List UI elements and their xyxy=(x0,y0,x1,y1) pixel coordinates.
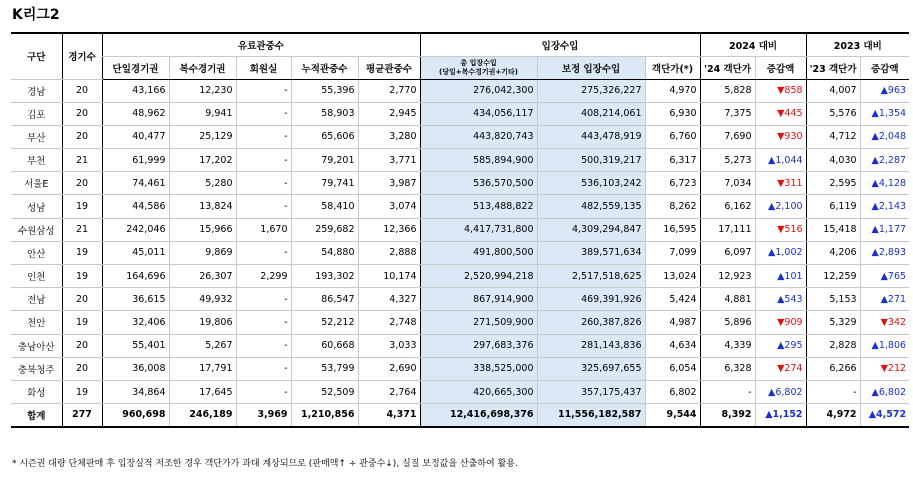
page-title: K리그2 xyxy=(12,7,60,23)
cell-price: 4,634 xyxy=(645,334,700,357)
cell-diff23: ▲2,893 xyxy=(860,241,909,264)
cell-price23: 6,119 xyxy=(806,195,860,218)
cell-price: 8,262 xyxy=(645,195,700,218)
cell-club: 경남 xyxy=(11,79,62,102)
cell-single: 242,046 xyxy=(102,218,169,241)
attendance-revenue-table xyxy=(11,32,909,428)
cell-average: 3,280 xyxy=(358,125,420,148)
header-price: 객단가(*) xyxy=(645,56,700,79)
cell-single: 960,698 xyxy=(102,404,169,427)
cell-cumulative: 55,396 xyxy=(291,79,358,102)
cell-diff23: ▲4,128 xyxy=(860,172,909,195)
cell-diff24: ▼909 xyxy=(755,311,806,334)
table-row xyxy=(11,172,909,195)
cell-single: 36,615 xyxy=(102,288,169,311)
cell-price23: 15,418 xyxy=(806,218,860,241)
cell-single: 36,008 xyxy=(102,357,169,380)
cell-average: 3,033 xyxy=(358,334,420,357)
cell-single: 48,962 xyxy=(102,102,169,125)
cell-price: 6,802 xyxy=(645,380,700,403)
cell-price23: 6,266 xyxy=(806,357,860,380)
cell-multi: 9,869 xyxy=(169,241,236,264)
cell-games: 19 xyxy=(62,311,102,334)
table-row xyxy=(11,241,909,264)
cell-diff24: ▼930 xyxy=(755,125,806,148)
cell-diff24: ▲1,152 xyxy=(755,404,806,427)
cell-adjusted-revenue: 500,319,217 xyxy=(537,149,645,172)
cell-games: 20 xyxy=(62,79,102,102)
cell-total-revenue: 491,800,500 xyxy=(420,241,537,264)
table-row xyxy=(11,218,909,241)
cell-average: 2,764 xyxy=(358,380,420,403)
cell-total-revenue: 4,417,731,800 xyxy=(420,218,537,241)
cell-multi: 246,189 xyxy=(169,404,236,427)
table-row xyxy=(11,195,909,218)
cell-member: - xyxy=(236,172,291,195)
cell-diff23: ▼342 xyxy=(860,311,909,334)
cell-price: 16,595 xyxy=(645,218,700,241)
cell-games: 20 xyxy=(62,357,102,380)
cell-price23: 4,007 xyxy=(806,79,860,102)
cell-multi: 17,645 xyxy=(169,380,236,403)
header-average: 평균관중수 xyxy=(358,56,420,79)
cell-price24: 7,690 xyxy=(700,125,755,148)
header-multi: 복수경기권 xyxy=(169,56,236,79)
cell-diff24: ▲6,802 xyxy=(755,380,806,403)
cell-diff23: ▲6,802 xyxy=(860,380,909,403)
total-row xyxy=(11,404,909,427)
header-total-revenue-line1: 총 입장수입 xyxy=(460,58,497,67)
footnote: * 시즌권 대량 단체판매 후 입장실적 저조한 경우 객단가가 과대 계상되므로 (판매액↑ ÷ 관중수↓), 실질 보정값을 산출하여 활용. xyxy=(12,459,518,469)
header-adjusted-revenue: 보정 입장수입 xyxy=(537,56,645,79)
cell-price: 7,099 xyxy=(645,241,700,264)
cell-cumulative: 54,880 xyxy=(291,241,358,264)
cell-club: 화성 xyxy=(11,380,62,403)
cell-diff23: ▲963 xyxy=(860,79,909,102)
cell-average: 12,366 xyxy=(358,218,420,241)
header-total-revenue-line2: (당일+복수경기권+기타) xyxy=(439,67,518,76)
cell-price23: - xyxy=(806,380,860,403)
cell-cumulative: 53,799 xyxy=(291,357,358,380)
cell-cumulative: 58,410 xyxy=(291,195,358,218)
header-total-revenue xyxy=(420,56,537,79)
cell-price23: 4,972 xyxy=(806,404,860,427)
cell-total-revenue: 271,509,900 xyxy=(420,311,537,334)
cell-price: 13,024 xyxy=(645,265,700,288)
cell-price23: 5,329 xyxy=(806,311,860,334)
cell-price23: 2,828 xyxy=(806,334,860,357)
cell-price23: 4,030 xyxy=(806,149,860,172)
table-row xyxy=(11,380,909,403)
cell-diff23: ▲4,572 xyxy=(860,404,909,427)
cell-price: 6,930 xyxy=(645,102,700,125)
cell-cumulative: 52,212 xyxy=(291,311,358,334)
table-row xyxy=(11,288,909,311)
cell-adjusted-revenue: 469,391,926 xyxy=(537,288,645,311)
cell-member: 1,670 xyxy=(236,218,291,241)
cell-average: 3,987 xyxy=(358,172,420,195)
cell-single: 40,477 xyxy=(102,125,169,148)
cell-price: 6,054 xyxy=(645,357,700,380)
cell-total-revenue: 2,520,994,218 xyxy=(420,265,537,288)
cell-member: - xyxy=(236,288,291,311)
cell-average: 3,074 xyxy=(358,195,420,218)
cell-club: 충남아산 xyxy=(11,334,62,357)
cell-club: 성남 xyxy=(11,195,62,218)
cell-club: 부천 xyxy=(11,149,62,172)
cell-price24: 12,923 xyxy=(700,265,755,288)
cell-total-revenue: 434,056,117 xyxy=(420,102,537,125)
cell-price23: 2,595 xyxy=(806,172,860,195)
cell-adjusted-revenue: 4,309,294,847 xyxy=(537,218,645,241)
cell-total-revenue: 276,042,300 xyxy=(420,79,537,102)
table-row xyxy=(11,334,909,357)
cell-single: 44,586 xyxy=(102,195,169,218)
cell-cumulative: 65,606 xyxy=(291,125,358,148)
cell-total-revenue: 338,525,000 xyxy=(420,357,537,380)
cell-diff23: ▼212 xyxy=(860,357,909,380)
table-row xyxy=(11,102,909,125)
cell-average: 2,888 xyxy=(358,241,420,264)
cell-club: 천안 xyxy=(11,311,62,334)
cell-games: 277 xyxy=(62,404,102,427)
cell-diff23: ▲271 xyxy=(860,288,909,311)
cell-total-revenue: 443,820,743 xyxy=(420,125,537,148)
cell-member: - xyxy=(236,357,291,380)
cell-multi: 15,966 xyxy=(169,218,236,241)
cell-cumulative: 58,903 xyxy=(291,102,358,125)
cell-average: 10,174 xyxy=(358,265,420,288)
table-row xyxy=(11,79,909,102)
cell-adjusted-revenue: 275,326,227 xyxy=(537,79,645,102)
header-cumulative: 누적관중수 xyxy=(291,56,358,79)
cell-multi: 12,230 xyxy=(169,79,236,102)
cell-club: 서울E xyxy=(11,172,62,195)
cell-single: 32,406 xyxy=(102,311,169,334)
cell-member: - xyxy=(236,125,291,148)
cell-club: 합계 xyxy=(11,404,62,427)
cell-average: 2,770 xyxy=(358,79,420,102)
cell-diff24: ▼858 xyxy=(755,79,806,102)
cell-price24: 5,896 xyxy=(700,311,755,334)
cell-price24: 6,162 xyxy=(700,195,755,218)
cell-single: 43,166 xyxy=(102,79,169,102)
header-diff23: 증감액 xyxy=(860,56,909,79)
cell-cumulative: 79,201 xyxy=(291,149,358,172)
cell-price24: 6,097 xyxy=(700,241,755,264)
cell-diff23: ▲1,177 xyxy=(860,218,909,241)
cell-games: 19 xyxy=(62,241,102,264)
cell-multi: 5,280 xyxy=(169,172,236,195)
cell-average: 4,327 xyxy=(358,288,420,311)
cell-average: 2,945 xyxy=(358,102,420,125)
header-paid-group: 유료관중수 xyxy=(102,33,420,56)
cell-cumulative: 60,668 xyxy=(291,334,358,357)
cell-member: 2,299 xyxy=(236,265,291,288)
cell-multi: 19,806 xyxy=(169,311,236,334)
cell-games: 19 xyxy=(62,380,102,403)
cell-price24: 4,339 xyxy=(700,334,755,357)
cell-average: 3,771 xyxy=(358,149,420,172)
cell-member: - xyxy=(236,334,291,357)
cell-price: 6,317 xyxy=(645,149,700,172)
cell-price: 9,544 xyxy=(645,404,700,427)
cell-average: 2,690 xyxy=(358,357,420,380)
cell-single: 74,461 xyxy=(102,172,169,195)
cell-price23: 5,153 xyxy=(806,288,860,311)
cell-adjusted-revenue: 281,143,836 xyxy=(537,334,645,357)
cell-price23: 5,576 xyxy=(806,102,860,125)
cell-diff24: ▲295 xyxy=(755,334,806,357)
cell-diff24: ▼445 xyxy=(755,102,806,125)
cell-diff23: ▲2,287 xyxy=(860,149,909,172)
cell-price24: 6,328 xyxy=(700,357,755,380)
cell-price24: 4,881 xyxy=(700,288,755,311)
cell-price: 6,723 xyxy=(645,172,700,195)
cell-multi: 49,932 xyxy=(169,288,236,311)
cell-price24: - xyxy=(700,380,755,403)
cell-cumulative: 52,509 xyxy=(291,380,358,403)
cell-diff23: ▲2,048 xyxy=(860,125,909,148)
cell-games: 20 xyxy=(62,334,102,357)
cell-adjusted-revenue: 536,103,242 xyxy=(537,172,645,195)
cell-price24: 7,375 xyxy=(700,102,755,125)
cell-multi: 17,791 xyxy=(169,357,236,380)
cell-member: - xyxy=(236,79,291,102)
cell-cumulative: 1,210,856 xyxy=(291,404,358,427)
cell-games: 21 xyxy=(62,149,102,172)
cell-diff23: ▲2,143 xyxy=(860,195,909,218)
table-body xyxy=(11,79,909,427)
cell-games: 20 xyxy=(62,172,102,195)
cell-multi: 5,267 xyxy=(169,334,236,357)
cell-multi: 25,129 xyxy=(169,125,236,148)
header-vs2024-group: 2024 대비 xyxy=(700,33,806,56)
header-games: 경기수 xyxy=(62,33,102,79)
cell-average: 4,371 xyxy=(358,404,420,427)
cell-diff24: ▼274 xyxy=(755,357,806,380)
cell-club: 충북청주 xyxy=(11,357,62,380)
table-row xyxy=(11,311,909,334)
cell-multi: 26,307 xyxy=(169,265,236,288)
cell-diff23: ▲765 xyxy=(860,265,909,288)
cell-cumulative: 259,682 xyxy=(291,218,358,241)
cell-price24: 8,392 xyxy=(700,404,755,427)
cell-club: 인천 xyxy=(11,265,62,288)
cell-diff24: ▼311 xyxy=(755,172,806,195)
table-row xyxy=(11,125,909,148)
cell-diff24: ▲101 xyxy=(755,265,806,288)
cell-price23: 4,206 xyxy=(806,241,860,264)
cell-adjusted-revenue: 260,387,826 xyxy=(537,311,645,334)
header-division: 구단 xyxy=(11,33,62,79)
table-row xyxy=(11,265,909,288)
header-single: 단일경기권 xyxy=(102,56,169,79)
cell-price: 4,970 xyxy=(645,79,700,102)
cell-club: 부산 xyxy=(11,125,62,148)
cell-multi: 17,202 xyxy=(169,149,236,172)
cell-diff24: ▲1,002 xyxy=(755,241,806,264)
cell-single: 164,696 xyxy=(102,265,169,288)
cell-price23: 4,712 xyxy=(806,125,860,148)
cell-club: 안산 xyxy=(11,241,62,264)
cell-member: - xyxy=(236,311,291,334)
cell-adjusted-revenue: 443,478,919 xyxy=(537,125,645,148)
cell-games: 19 xyxy=(62,265,102,288)
cell-adjusted-revenue: 389,571,634 xyxy=(537,241,645,264)
cell-cumulative: 79,741 xyxy=(291,172,358,195)
cell-games: 19 xyxy=(62,195,102,218)
cell-adjusted-revenue: 2,517,518,625 xyxy=(537,265,645,288)
cell-price24: 5,828 xyxy=(700,79,755,102)
cell-average: 2,748 xyxy=(358,311,420,334)
header-revenue-group: 입장수입 xyxy=(420,33,700,56)
cell-price: 6,760 xyxy=(645,125,700,148)
cell-total-revenue: 585,894,900 xyxy=(420,149,537,172)
cell-club: 수원삼성 xyxy=(11,218,62,241)
cell-member: - xyxy=(236,195,291,218)
header-member: 회원실 xyxy=(236,56,291,79)
cell-club: 전남 xyxy=(11,288,62,311)
cell-price24: 17,111 xyxy=(700,218,755,241)
header-price24: '24 객단가 xyxy=(700,56,755,79)
cell-member: - xyxy=(236,102,291,125)
cell-games: 20 xyxy=(62,102,102,125)
cell-member: - xyxy=(236,380,291,403)
cell-price24: 7,034 xyxy=(700,172,755,195)
cell-adjusted-revenue: 357,175,437 xyxy=(537,380,645,403)
cell-total-revenue: 297,683,376 xyxy=(420,334,537,357)
table-row xyxy=(11,149,909,172)
header-price23: '23 객단가 xyxy=(806,56,860,79)
cell-price: 4,987 xyxy=(645,311,700,334)
cell-cumulative: 193,302 xyxy=(291,265,358,288)
cell-games: 20 xyxy=(62,125,102,148)
cell-single: 34,864 xyxy=(102,380,169,403)
cell-club: 김포 xyxy=(11,102,62,125)
table-row xyxy=(11,357,909,380)
cell-diff24: ▼516 xyxy=(755,218,806,241)
cell-games: 21 xyxy=(62,218,102,241)
cell-single: 61,999 xyxy=(102,149,169,172)
cell-total-revenue: 12,416,698,376 xyxy=(420,404,537,427)
cell-diff23: ▲1,806 xyxy=(860,334,909,357)
cell-single: 45,011 xyxy=(102,241,169,264)
cell-diff23: ▲1,354 xyxy=(860,102,909,125)
cell-total-revenue: 536,570,500 xyxy=(420,172,537,195)
cell-adjusted-revenue: 11,556,182,587 xyxy=(537,404,645,427)
header-diff24: 증감액 xyxy=(755,56,806,79)
cell-diff24: ▲543 xyxy=(755,288,806,311)
cell-member: 3,969 xyxy=(236,404,291,427)
cell-multi: 9,941 xyxy=(169,102,236,125)
cell-diff24: ▲2,100 xyxy=(755,195,806,218)
cell-multi: 13,824 xyxy=(169,195,236,218)
cell-diff24: ▲1,044 xyxy=(755,149,806,172)
cell-price23: 12,259 xyxy=(806,265,860,288)
cell-total-revenue: 420,665,300 xyxy=(420,380,537,403)
cell-total-revenue: 867,914,900 xyxy=(420,288,537,311)
cell-member: - xyxy=(236,241,291,264)
cell-cumulative: 86,547 xyxy=(291,288,358,311)
cell-adjusted-revenue: 408,214,061 xyxy=(537,102,645,125)
cell-member: - xyxy=(236,149,291,172)
cell-total-revenue: 513,488,822 xyxy=(420,195,537,218)
cell-price24: 5,273 xyxy=(700,149,755,172)
cell-adjusted-revenue: 482,559,135 xyxy=(537,195,645,218)
cell-single: 55,401 xyxy=(102,334,169,357)
header-vs2023-group: 2023 대비 xyxy=(806,33,909,56)
cell-price: 5,424 xyxy=(645,288,700,311)
cell-adjusted-revenue: 325,697,655 xyxy=(537,357,645,380)
cell-games: 20 xyxy=(62,288,102,311)
